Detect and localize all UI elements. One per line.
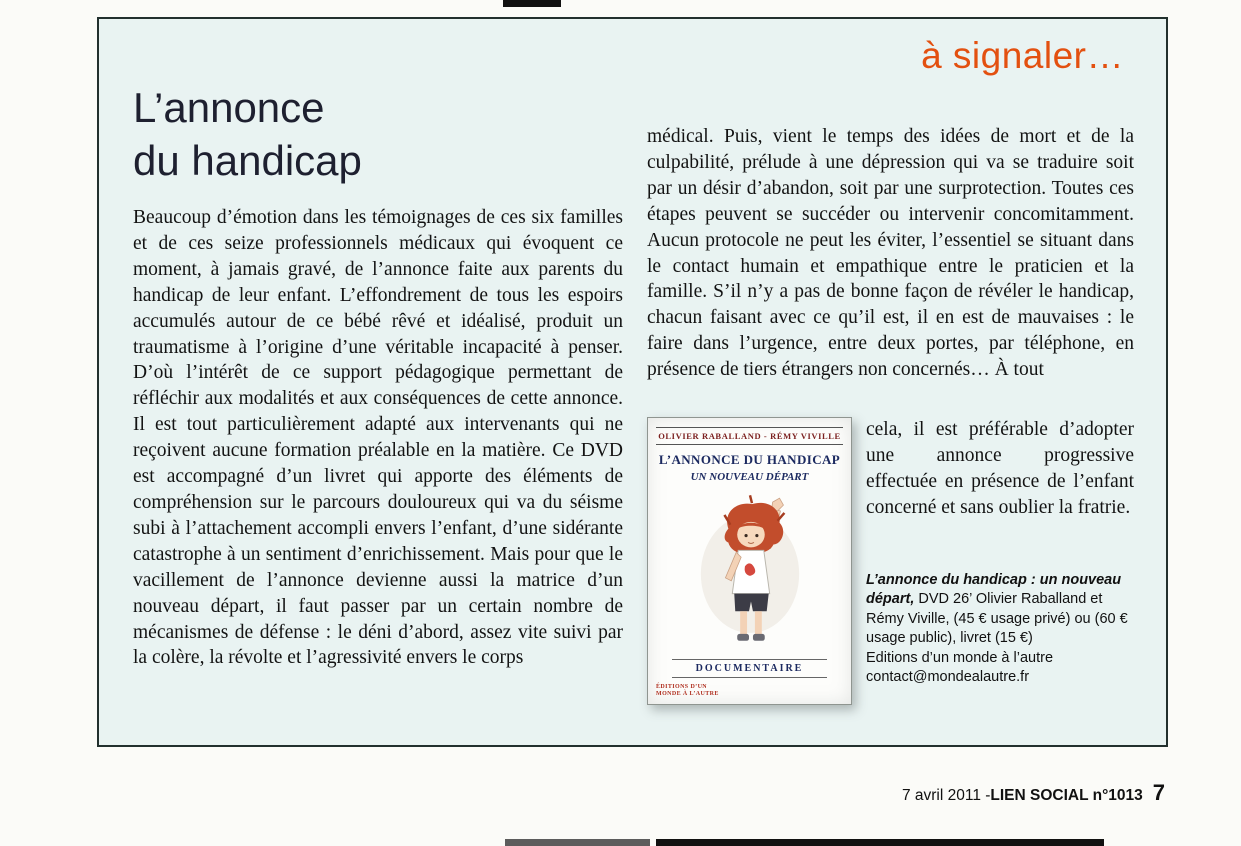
caption-title: L’annonce du handicap : un nouveau départ, [866, 571, 1122, 608]
article-title-line1: L’annonce [133, 84, 325, 131]
dvd-subtitle: UN NOUVEAU DÉPART [690, 471, 809, 483]
left-column-text: Beaucoup d’émotion dans les témoignages de ces six familles et de ces seize professionnels médicaux qui évoquent ce moment, à jamais gravé, de l’annonce faite aux parents du handicap de leur enfant. L’effondrement de tous les espoirs accumulés autour de ce bébé rêvé et idéalisé, produit un traumatisme à l’origine d’une véritable incapacité à penser. D’où l’intérêt de ce support pédagogique permettant de réfléchir aux modalités et aux conséquences de cette annonce. Il est tout particulièrement adapté aux intervenants qui ne reçoivent aucune formation préalable en la matière. Ce DVD est accompagné d’un livret qui apporte des éléments de compréhension sur le parcours douloureux qui va du séisme subi à l’attachement accompli envers l’enfant, d’une sidérante catastrophe à un sentiment d’enrichissement. Mais pour que le vacillement de l’annonce devienne aussi la matrice d’un nouveau départ, il faut passer par un certain nombre de mécanismes de défense : le déni d’abord, assez vite suivi par la colère, la révolte et l’agressivité envers le corps [133, 207, 623, 669]
footer-date: 7 avril 2011 - [901, 787, 991, 804]
caption-details: DVD 26’ Olivier Raballand et Rémy Viville, (45 € usage privé) ou (60 € usage public), livret (15 €) [866, 591, 1128, 647]
dvd-caption [866, 571, 1134, 688]
media-row [647, 417, 1134, 705]
article-title-line2: du handicap [133, 137, 362, 184]
footer-journal-name: LIEN SOCIAL n°1013 [990, 787, 1143, 804]
page-footer [902, 780, 1165, 806]
right-column-text-top: médical. Puis, vient le temps des idées de mort et de la culpabilité, prélude à une dépression qui va se traduire soit par un désir d’abandon, soit par une surprotection. Toutes ces étapes peuvent se succéder ou intervenir concomitamment. Aucun protocole ne peut les éviter, l’essentiel se situant dans le contact humain et empathique entre le praticien et la famille. S’il n’y a pas de bonne façon de révéler le handicap, chacun faisant avec ce qu’il est, il en est de mauvaises : le faire dans l’urgence, entre deux portes, par téléphone, en présence de tiers étrangers non concernés… À tout [647, 126, 1134, 381]
dvd-title: L’ANNONCE DU HANDICAP [658, 452, 841, 467]
caption-publisher: Editions d’un monde à l’autre [866, 649, 1054, 666]
dvd-publisher-logo: ÉDITIONS D’UN MONDE À L’AUTRE [656, 684, 719, 697]
right-column-wrap-area [866, 417, 1134, 688]
dvd-cover-illustration [656, 483, 843, 657]
manga-girl-illustration [691, 495, 809, 645]
footer-page-number: 7 [1152, 780, 1165, 805]
dvd-cover [647, 417, 852, 705]
caption-email: contact@mondealautre.fr [866, 669, 1030, 686]
article-frame [97, 17, 1168, 747]
scan-artifact-bottom-gray [505, 839, 650, 846]
dvd-genre-label: DOCUMENTAIRE [672, 659, 827, 678]
scan-artifact-top [503, 0, 561, 7]
dvd-authors: OLIVIER RABALLAND - RÉMY VIVILLE [656, 427, 843, 445]
right-column-text-wrapped: cela, il est préférable d’adopter une annonce progressive effectuée en présence de l’enfant concerné et sans oublier la fratrie. [866, 419, 1134, 518]
scan-artifact-bottom-black [656, 839, 1104, 846]
section-label: à signaler… [921, 35, 1124, 76]
article-title [133, 81, 362, 187]
